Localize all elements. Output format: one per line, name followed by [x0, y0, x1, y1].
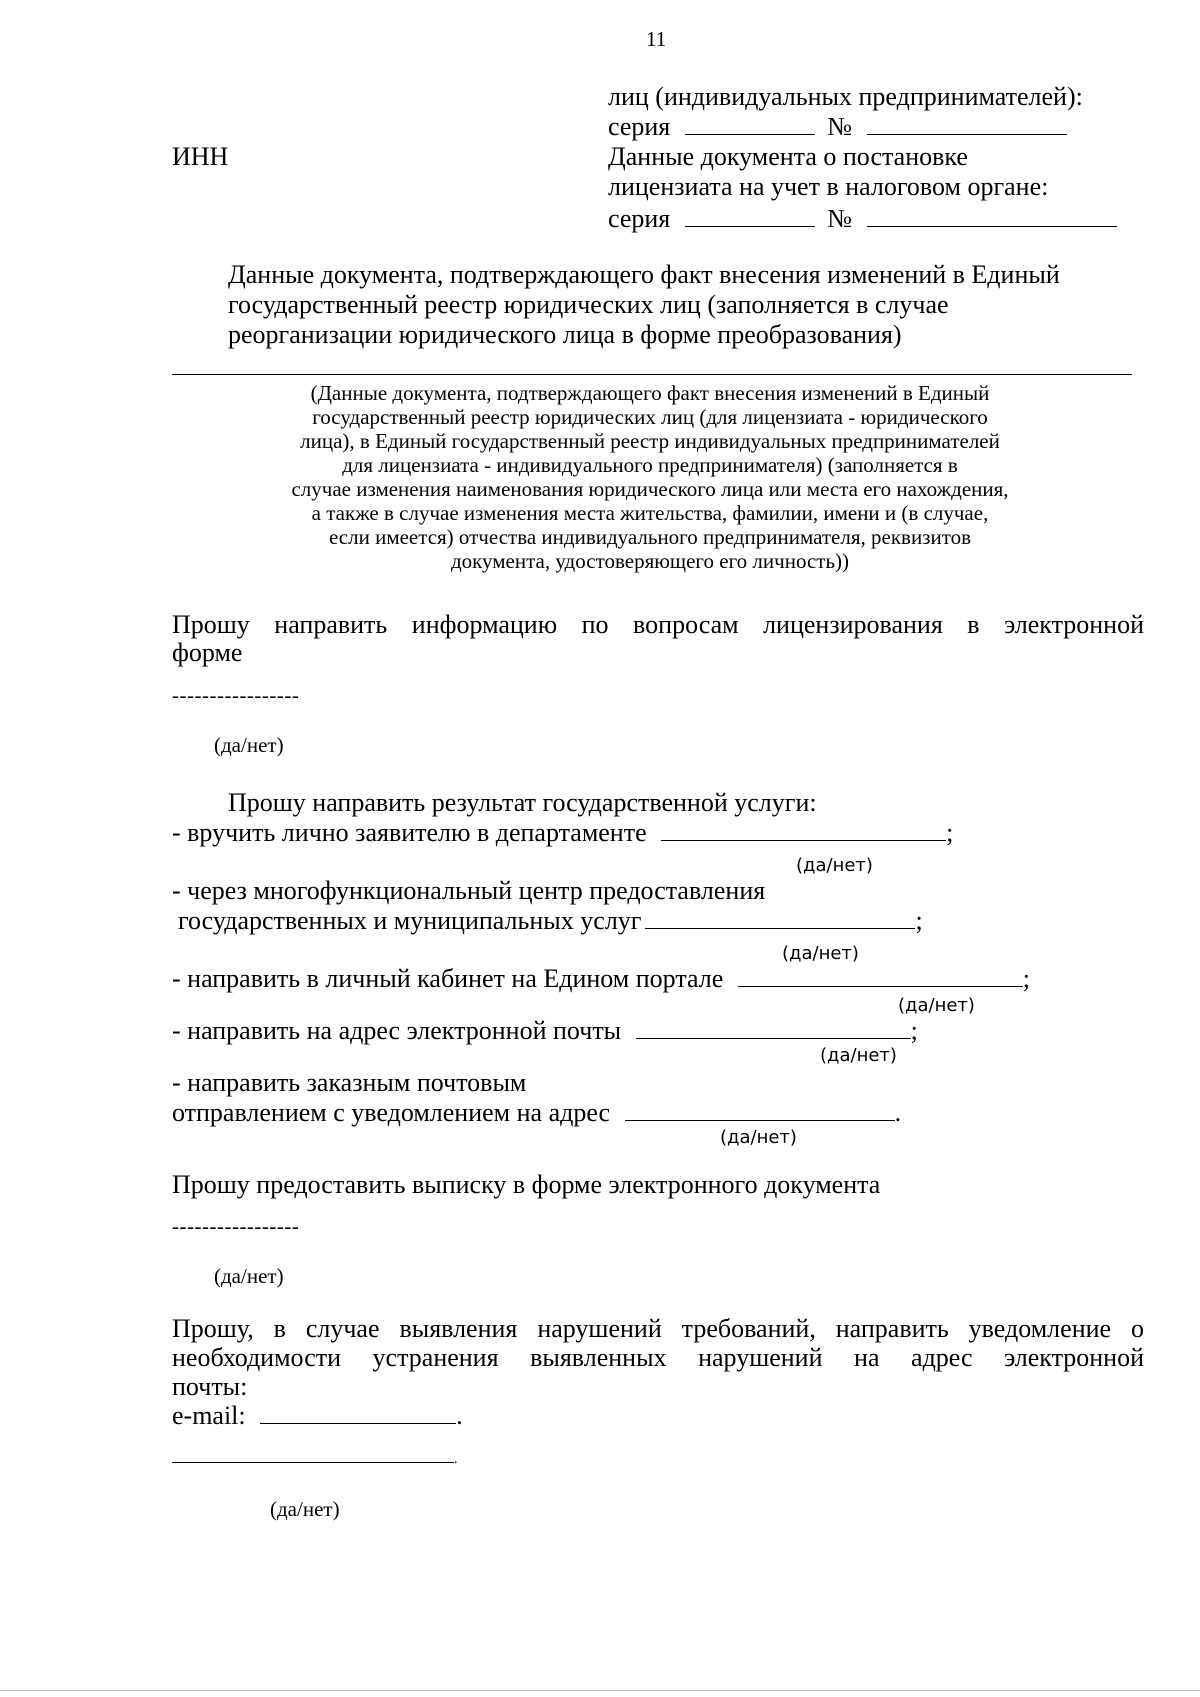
page-number: 11: [646, 27, 667, 51]
electronic-info-line-1: Прошу направить информацию по вопросам лицензирования в электронной: [172, 610, 1144, 639]
result-option-1: - вручить лично заявителю в департаменте ;: [172, 818, 954, 847]
violation-line-3: почты:: [172, 1372, 248, 1401]
violation-line-1: Прошу, в случае выявления нарушений требований, направить уведомление о: [172, 1314, 1144, 1343]
seria-row-1: [608, 112, 1067, 142]
footnote-line: а также в случае изменения места жительства, фамилии, имени и (в случае,: [311, 501, 989, 525]
seria-label: серия: [608, 204, 671, 233]
result-option-2: государственных и муниципальных услуг ;: [178, 906, 923, 935]
number-label: №: [827, 204, 853, 233]
option-5-field[interactable]: [625, 1098, 895, 1121]
violation-line-2: необходимости устранения выявленных нарушений на адрес электронной: [172, 1343, 1144, 1372]
result-option-2-line-1: - через многофункциональный центр предоставления: [172, 876, 766, 905]
footnote: [180, 381, 1120, 573]
option-1-field[interactable]: [661, 818, 946, 841]
option-3-field[interactable]: [738, 964, 1023, 987]
result-option-5: отправлением с уведомлением на адрес .: [172, 1098, 902, 1127]
option-4-note: (да/нет): [820, 1045, 897, 1066]
violation-yes-no: (да/нет): [270, 1497, 340, 1521]
seria-row-2: [608, 204, 1117, 234]
option-2-note: (да/нет): [782, 943, 859, 964]
number-field[interactable]: [867, 204, 1117, 227]
footnote-line: документа, удостоверяющего его личность)): [450, 549, 850, 573]
extra-field[interactable]: [172, 1440, 454, 1463]
egrul-input-line[interactable]: [172, 374, 1132, 375]
extra-line-row: .: [172, 1440, 458, 1475]
option-4-field[interactable]: [636, 1016, 911, 1039]
email-field[interactable]: [260, 1401, 456, 1424]
extract-line: Прошу предоставить выписку в форме электронного документа: [172, 1170, 881, 1199]
ip-line: лиц (индивидуальных предпринимателей):: [608, 82, 1083, 111]
email-row: e-mail: .: [172, 1401, 463, 1430]
number-label: №: [827, 112, 853, 141]
extract-yes-no: (да/нет): [214, 1264, 284, 1288]
result-option-5-line-1: - направить заказным почтовым: [172, 1068, 527, 1097]
egrul-line-1: Данные документа, подтверждающего факт внесения изменений в Единый: [228, 260, 1060, 289]
footnote-line: лица), в Единый государственный реестр индивидуальных предпринимателей: [300, 429, 1000, 453]
extract-dashes[interactable]: -----------------: [172, 1214, 300, 1238]
egrul-line-2: государственный реестр юридических лиц (заполняется в случае: [228, 290, 949, 319]
email-label: e-mail:: [172, 1401, 246, 1430]
egrul-line-3: реорганизации юридического лица в форме преобразования): [228, 320, 902, 349]
footnote-line: для лицензиата - индивидуального предпринимателя) (заполняется в: [342, 453, 958, 477]
result-option-4: - направить на адрес электронной почты ;: [172, 1016, 918, 1045]
tax-line-2: лицензиата на учет в налоговом органе:: [608, 172, 1049, 201]
tax-line-1: Данные документа о постановке: [608, 142, 968, 171]
number-field[interactable]: [867, 112, 1067, 135]
seria-field[interactable]: [685, 112, 815, 135]
seria-label: серия: [608, 112, 671, 141]
option-3-note: (да/нет): [898, 995, 975, 1016]
option-1-note: (да/нет): [796, 855, 873, 876]
footnote-line: если имеется) отчества индивидуального предпринимателя, реквизитов: [328, 525, 972, 549]
result-option-3: - направить в личный кабинет на Едином портале ;: [172, 964, 1031, 993]
inn-label: ИНН: [172, 142, 229, 171]
footnote-line: (Данные документа, подтверждающего факт внесения изменений в Единый: [310, 381, 990, 405]
footnote-line: государственный реестр юридических лиц (для лицензиата - юридического: [312, 405, 988, 429]
seria-field[interactable]: [685, 204, 815, 227]
option-2-field[interactable]: [645, 906, 915, 929]
result-heading: Прошу направить результат государственной услуги:: [228, 788, 817, 817]
electronic-info-line-2: форме: [172, 638, 243, 667]
footnote-line: случае изменения наименования юридического лица или места его нахождения,: [291, 477, 1009, 501]
electronic-info-dashes[interactable]: -----------------: [172, 683, 300, 707]
electronic-info-yes-no: (да/нет): [214, 733, 284, 757]
page-edge: [0, 1690, 1200, 1691]
option-5-note: (да/нет): [720, 1127, 797, 1148]
